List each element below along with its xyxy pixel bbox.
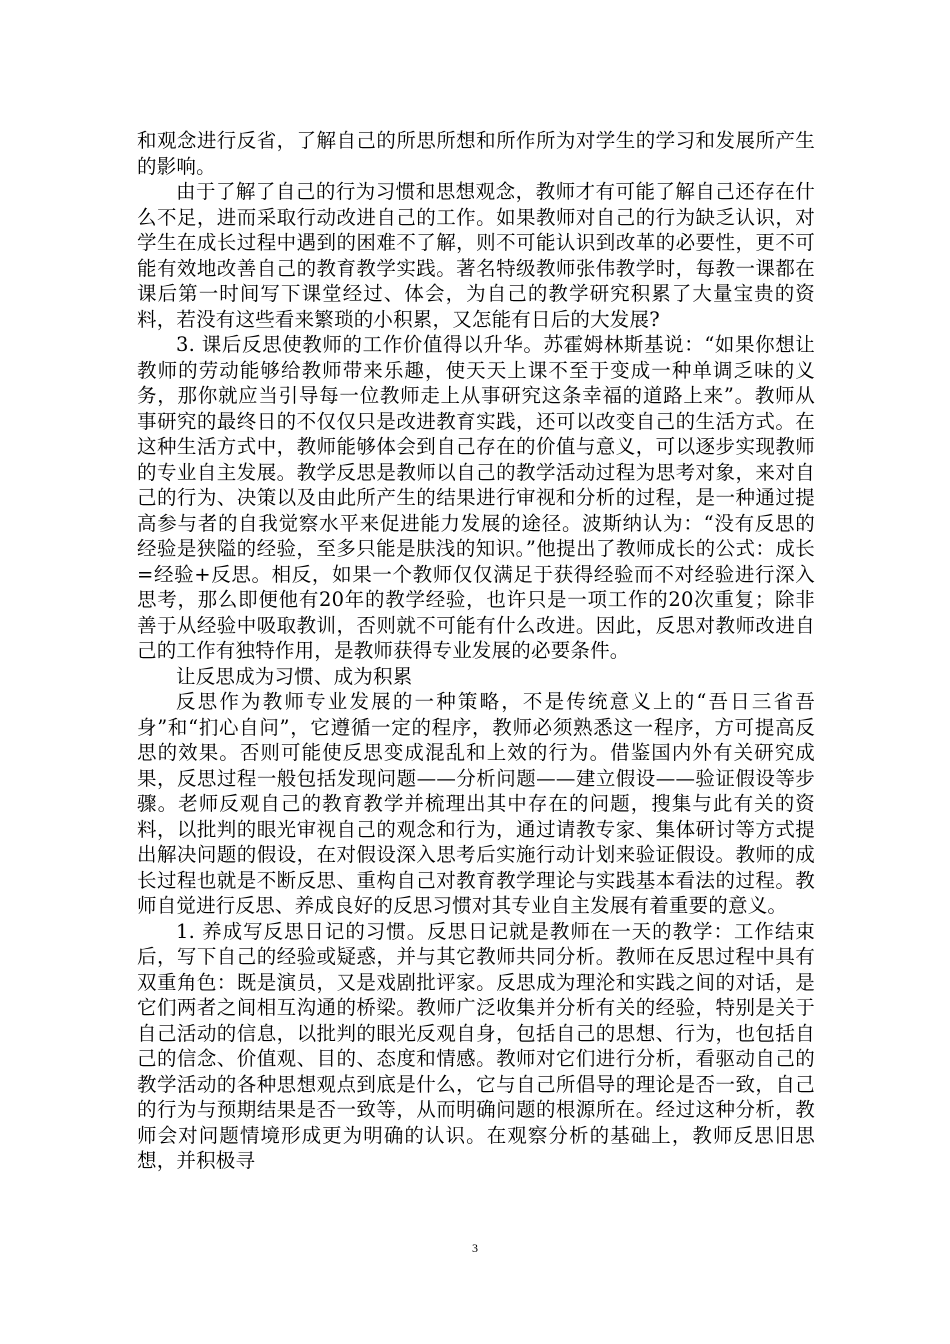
paragraph-behavior-habits: 由于了解了自己的行为习惯和思想观念，教师才有可能了解自己还存在什么不足，进而采取行动改进自己的工作。如果教师对自己的行为缺乏认识，对学生在成长过程中遇到的困难不了解，则不可能认识到改革的必要性，更不可能有效地改善自己的教育教学实践。著名特级教师张伟教学时，每教一课都在课后第一时间写下课堂经过、体会，为自己的教学研究积累了大量宝贵的资料，若没有这些看来繁琐的小积累，又怎能有日后的大发展? [137, 180, 815, 331]
document-body [137, 128, 815, 1174]
paragraph-continuation: 和观念进行反省，了解自己的所思所想和所作所为对学生的学习和发展所产生的影响。 [137, 129, 815, 178]
paragraph-work-value: 3. 课后反思使教师的工作价值得以升华。苏霍姆林斯基说：“如果你想让教师的劳动能够给教师带来乐趣，使天天上课不至于变成一种单调乏味的义务，那你就应当引导每一位教师走上从事研究这条幸福的道路上来”。教师从事研究的最终日的不仅仅只是改进教育实践，还可以改变自己的生活方式。在这种生活方式中，教师能够体会到自己存在的价值与意义，可以逐步实现教师的专业自主发展。教学反思是教师以自己的教学活动过程为思考对象，来对自己的行为、决策以及由此所产生的结果进行审视和分析的过程，是一种通过提高参与者的自我觉察水平来促进能力发展的途径。波斯纳认为：“没有反思的经验是狭隘的经验，至多只能是肤浅的知识。”他提出了教师成长的公式：成长=经验+反思。相反，如果一个教师仅仅满足于获得经验而不对经验进行深入思考，那么即便他有20年的教学经验，也许只是一项工作的20次重复；除非善于从经验中吸取教训，否则就不可能有什么改进。因此，反思对教师改进自己的工作有独特作用，是教师获得专业发展的必要条件。 [137, 333, 815, 662]
paragraph-reflection-diary: 1. 养成写反思日记的习惯。反思日记就是教师在一天的教学：工作结束后，写下自己的经验或疑惑，并与其它教师共同分析。教师在反思过程中具有双重角色：既是演员，又是戏剧批评家。反思成为理沦和实践之间的对话，是它们两者之间相互沟通的桥梁。教师广泛收集并分析有关的经验，特别是关于自己活动的信息，以批判的眼光反观自身，包括自己的思想、行为，也包括自己的信念、价值观、目的、态度和情感。教师对它们进行分析，看驱动自己的教学活动的各种思想观点到底是什么，它与自己所倡导的理论是否一致，自己的行为与预期结果是否一致等，从而明确问题的根源所在。经过这种分析，教师会对问题情境形成更为明确的认识。在观察分析的基础上，教师反思旧思想，并积极寻 [137, 919, 815, 1172]
paragraph-reflection-strategy: 反思作为教师专业发展的一种策略，不是传统意义上的“吾日三省吾身”和“扪心自问”，它遵循一定的程序，教师必须熟悉这一程序，方可提高反思的效果。否则可能使反思变成混乱和上效的行为。借鉴国内外有关研究成果，反思过程一般包括发现问题——分析问题——建立假设——验证假设等步骤。老师反观自己的教育教学并梳理出其中存在的问题，搜集与此有关的资料，以批判的眼光审视自己的观念和行为，通过请教专家、集体研讨等方式提出解决问题的假设，在对假设深入思考后实施行动计划来验证假设。教师的成长过程也就是不断反思、重构自己对教育教学理论与实践基本看法的过程。教师自觉进行反思、养成良好的反思习惯对其专业自主发展有着重要的意义。 [137, 690, 815, 917]
page-number: 3 [472, 1241, 478, 1255]
section-heading: 让反思成为习惯、成为积累 [176, 664, 413, 688]
